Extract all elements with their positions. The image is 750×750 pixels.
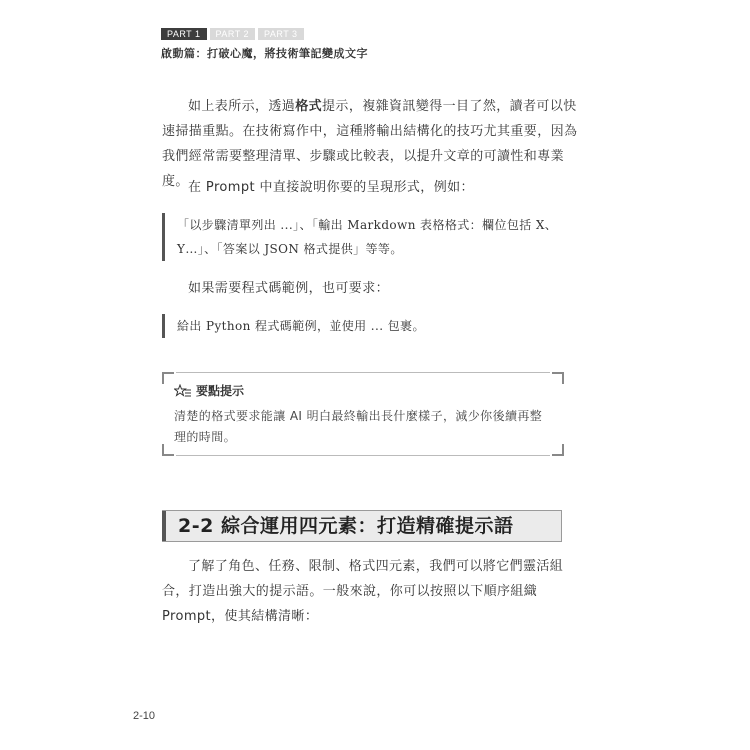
part-tabs: [161, 28, 304, 40]
tab-part-2: PART 2: [210, 28, 256, 40]
tip-title: [174, 382, 244, 399]
tab-part-1: PART 1: [161, 28, 207, 40]
star-list-icon: [174, 384, 192, 398]
tip-corner: [162, 444, 174, 456]
page-number: 2-10: [133, 710, 156, 722]
paragraph-example-intro: 在 Prompt 中直接說明你要的呈現形式，例如：: [188, 180, 474, 195]
tip-corner: [162, 372, 174, 384]
bold-term-format: 格式: [295, 99, 323, 114]
tab-part-3: PART 3: [258, 28, 304, 40]
section-heading: [162, 510, 562, 542]
running-head: 啟動篇：打破心魔，將技術筆記變成文字: [161, 47, 368, 60]
paragraph-combine-elements: 了解了角色、任務、限制、格式四元素，我們可以將它們靈活組合，打造出強大的提示語。一般來說，你可以按照以下順序組織 Prompt，使其結構清晰：: [162, 559, 564, 624]
paragraph-code-intro: 如果需要程式碼範例，也可要求：: [188, 281, 390, 296]
paragraph-text: 提示，複雜資訊變得一目了然，讀者可以快速掃描重點。在技術寫作中，這種將輸出結構化的技巧尤其重要，因為我們經常需要整理清單、步驟或比較表，以提升文章的可讀性和專業度。: [162, 99, 578, 189]
tip-corner: [552, 444, 564, 456]
section-heading-text: 2-2 綜合運用四元素：打造精確提示語: [178, 515, 514, 537]
quote-format-examples: 「以步驟清單列出 ...」、「輸出 Markdown 表格格式：欄位包括 X、Y…」、「答案以 JSON 格式提供」等等。: [162, 213, 577, 261]
tip-corner: [552, 372, 564, 384]
paragraph-text: 如上表所示，透過: [188, 99, 296, 114]
quote-code-example: 給出 Python 程式碼範例，並使用 ... 包裹。: [162, 314, 577, 338]
tip-divider: [176, 455, 550, 456]
tip-divider: [176, 372, 550, 373]
tip-body: 清楚的格式要求能讓 AI 明白最終輸出長什麼樣子，減少你後續再整理的時間。: [174, 409, 543, 444]
tip-box: [162, 372, 564, 456]
tip-title-text: 要點提示: [196, 384, 245, 398]
